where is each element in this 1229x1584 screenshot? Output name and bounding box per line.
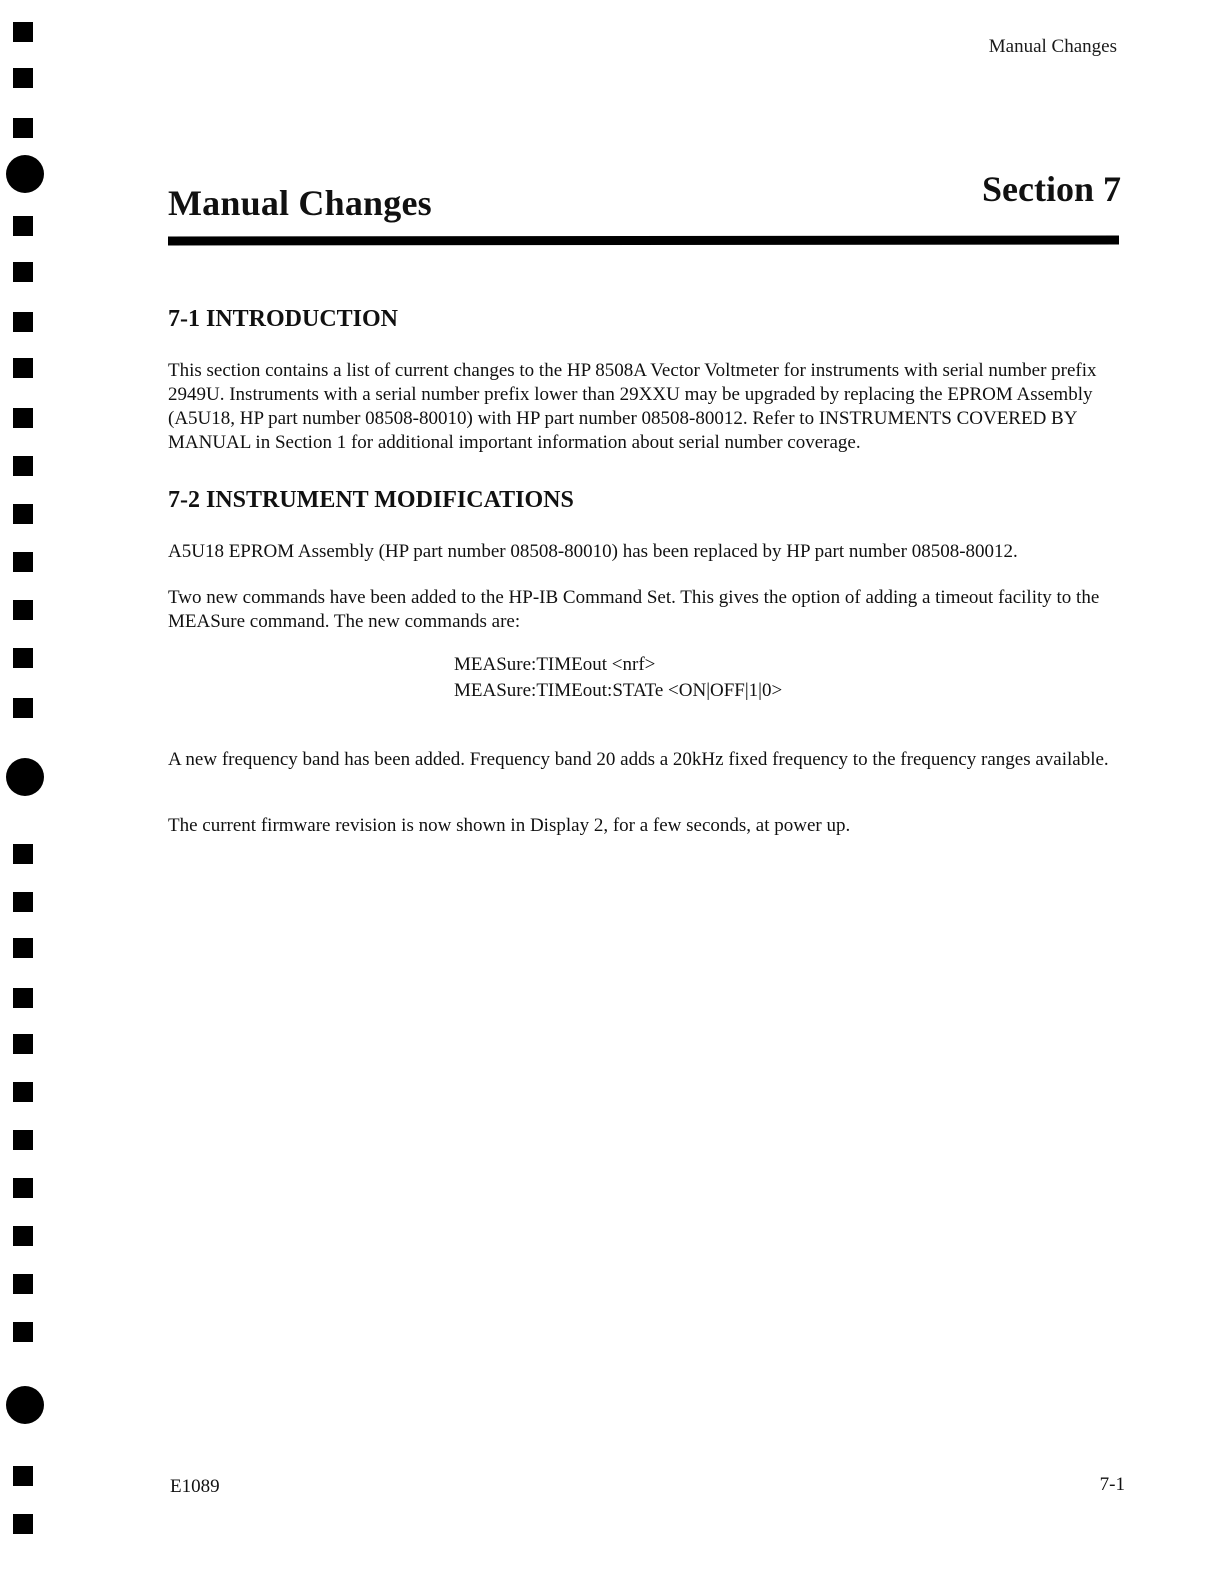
punch-hole-icon xyxy=(13,892,33,912)
punch-hole-icon xyxy=(13,844,33,864)
punch-hole-icon xyxy=(13,1226,33,1246)
section-instrument-modifications xyxy=(168,487,1120,838)
section-heading: 7-1 INTRODUCTION xyxy=(168,306,399,332)
punch-hole-icon xyxy=(13,504,33,524)
punch-hole-icon xyxy=(13,648,33,668)
punch-hole-icon xyxy=(13,408,33,428)
punch-hole-icon xyxy=(13,600,33,620)
title-row xyxy=(168,168,1121,224)
content xyxy=(168,306,1120,860)
footer-page-number: 7-1 xyxy=(1099,1474,1125,1495)
punch-hole-icon xyxy=(13,552,33,572)
punch-hole-icon xyxy=(13,1274,33,1294)
punch-hole-icon xyxy=(13,118,33,138)
frequency-band-paragraph: A new frequency band has been added. Frequency band 20 adds a 20kHz fixed frequency to the frequency ranges available. xyxy=(168,749,1109,770)
punch-hole-icon xyxy=(13,1082,33,1102)
round-punch-hole-icon xyxy=(6,758,44,796)
punch-hole-icon xyxy=(13,988,33,1008)
new-commands-paragraph: Two new commands have been added to the HP-IB Command Set. This gives the option of adding a timeout facility to the MEASure command. The new commands are: xyxy=(168,587,1100,632)
command-line: MEASure:TIMEout <nrf> xyxy=(454,654,656,675)
punch-hole-icon xyxy=(13,262,33,282)
punch-hole-icon xyxy=(13,216,33,236)
eprom-replacement-paragraph: A5U18 EPROM Assembly (HP part number 08508-80010) has been replaced by HP part number 08508-80012. xyxy=(168,541,1018,562)
section-heading: 7-2 INSTRUMENT MODIFICATIONS xyxy=(168,487,574,513)
command-list xyxy=(454,652,1120,704)
title-rule xyxy=(168,236,1119,246)
page-title: Manual Changes xyxy=(168,183,432,223)
command-line: MEASure:TIMEout:STATe <ON|OFF|1|0> xyxy=(454,680,783,701)
round-punch-hole-icon xyxy=(6,1386,44,1424)
punch-hole-icon xyxy=(13,456,33,476)
punch-hole-icon xyxy=(13,1034,33,1054)
binder-punch-marks xyxy=(0,0,40,1584)
punch-hole-icon xyxy=(13,22,33,42)
punch-hole-icon xyxy=(13,358,33,378)
punch-hole-icon xyxy=(13,1466,33,1486)
section-introduction xyxy=(168,306,1120,455)
punch-hole-icon xyxy=(13,698,33,718)
footer-doc-code: E1089 xyxy=(170,1476,220,1497)
section-label: Section 7 xyxy=(982,169,1121,209)
punch-hole-icon xyxy=(13,1322,33,1342)
round-punch-hole-icon xyxy=(6,155,44,193)
punch-hole-icon xyxy=(13,1130,33,1150)
punch-hole-icon xyxy=(13,68,33,88)
running-header: Manual Changes xyxy=(988,36,1117,57)
punch-hole-icon xyxy=(13,312,33,332)
punch-hole-icon xyxy=(13,938,33,958)
intro-paragraph: This section contains a list of current changes to the HP 8508A Vector Voltmeter for instruments with serial number prefix 2949U. Instruments with a serial number prefix lower than 29XXU may be upgraded by replacing the EPROM Assembly (A5U18, HP part number 08508-80010) with HP part number 08508-80012. Refer to INSTRUMENTS COVERED BY MANUAL in Section 1 for additional important information about serial number coverage. xyxy=(168,360,1097,453)
punch-hole-icon xyxy=(13,1514,33,1534)
punch-hole-icon xyxy=(13,1178,33,1198)
firmware-revision-paragraph: The current firmware revision is now shown in Display 2, for a few seconds, at power up. xyxy=(168,815,851,836)
